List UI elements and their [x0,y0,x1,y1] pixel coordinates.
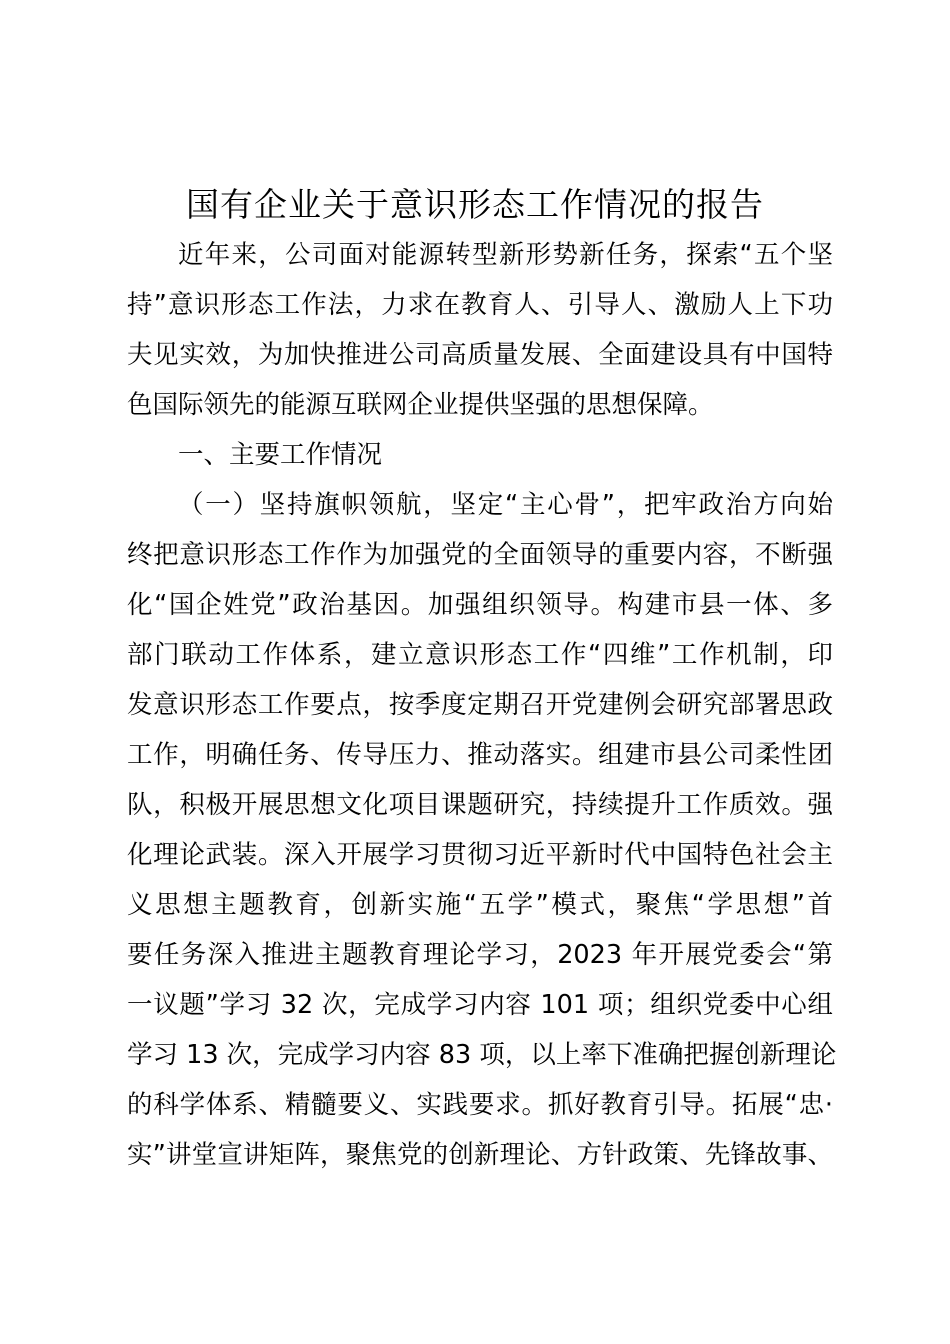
paragraph-line: 队，积极开展思想文化项目课题研究，持续提升工作质效。强 [127,790,833,820]
paragraph-line: 化“国企姓党”政治基因。加强组织领导。构建市县一体、多 [127,590,833,620]
document-title: 国有企业关于意识形态工作情况的报告 [186,185,764,224]
paragraph-line: 夫见实效，为加快推进公司高质量发展、全面建设具有中国特 [127,340,833,370]
paragraph-line: 部门联动工作体系，建立意识形态工作“四维”工作机制，印 [127,640,833,670]
heading-text: 一、主要工作情况 [178,440,383,470]
paragraph-line: 要任务深入推进主题教育理论学习，2023 年开展党委会“第 [127,940,833,970]
paragraph-line: （一）坚持旗帜领航，坚定“主心骨”，把牢政治方向始 [178,490,833,520]
paragraph-line: 色国际领先的能源互联网企业提供坚强的思想保障。 [127,390,714,420]
paragraph-line: 发意识形态工作要点，按季度定期召开党建例会研究部署思政 [127,690,833,720]
paragraph-line: 近年来，公司面对能源转型新形势新任务，探索“五个坚 [178,240,833,270]
paragraph-line: 一议题”学习 32 次，完成学习内容 101 项；组织党委中心组 [127,990,833,1020]
paragraph-line: 实”讲堂宣讲矩阵，聚焦党的创新理论、方针政策、先锋故事、 [127,1140,833,1170]
paragraph-line: 持”意识形态工作法，力求在教育人、引导人、激励人上下功 [127,290,833,320]
paragraph-line: 的科学体系、精髓要义、实践要求。抓好教育引导。拓展“忠· [127,1090,833,1120]
paragraph-line: 学习 13 次，完成学习内容 83 项，以上率下准确把握创新理论 [127,1040,837,1070]
paragraph-line: 化理论武装。深入开展学习贯彻习近平新时代中国特色社会主 [127,840,833,870]
paragraph-line: 义思想主题教育，创新实施“五学”模式，聚焦“学思想”首 [127,890,833,920]
paragraph-line: 终把意识形态工作作为加强党的全面领导的重要内容，不断强 [127,540,833,570]
paragraph-line: 工作，明确任务、传导压力、推动落实。组建市县公司柔性团 [127,740,833,770]
